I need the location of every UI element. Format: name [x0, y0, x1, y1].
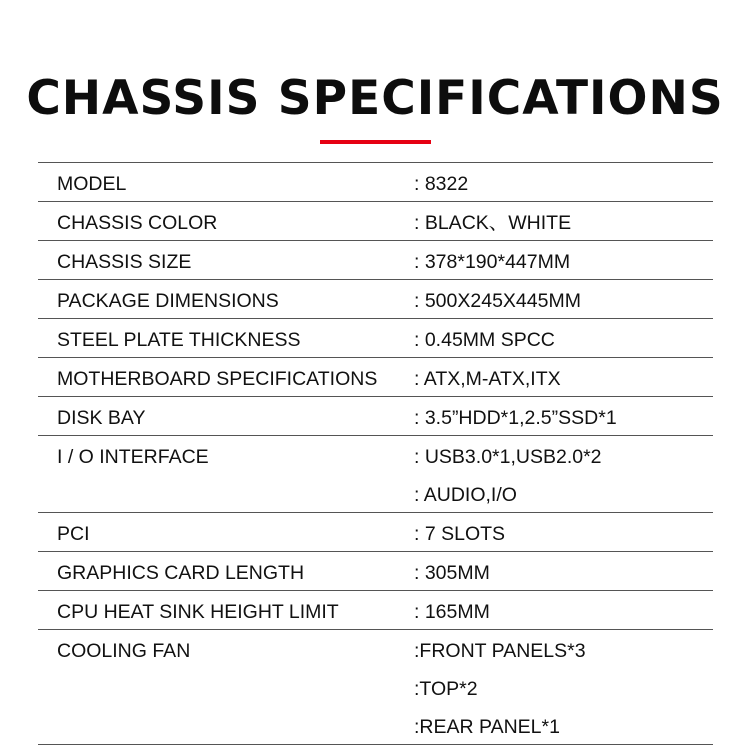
spec-row-chassis-size [38, 241, 713, 280]
spec-label: CHASSIS COLOR [57, 212, 218, 234]
spec-row-model [38, 163, 713, 202]
spec-row-cooling-fan [38, 630, 713, 745]
spec-row-io-interface [38, 436, 713, 513]
spec-row-disk-bay [38, 397, 713, 436]
spec-row-graphics-card-length [38, 552, 713, 591]
spec-value: : USB3.0*1,USB2.0*2 [414, 446, 602, 468]
spec-row-pci [38, 513, 713, 552]
spec-row-chassis-color [38, 202, 713, 241]
spec-value: : 3.5”HDD*1,2.5”SSD*1 [414, 407, 617, 429]
spec-value: : 500X245X445MM [414, 290, 581, 312]
spec-label: DISK BAY [57, 407, 146, 429]
spec-value: : BLACK、WHITE [414, 212, 572, 234]
spec-label: STEEL PLATE THICKNESS [57, 329, 301, 351]
spec-value: : 0.45MM SPCC [414, 329, 555, 351]
spec-row-steel-plate-thickness [38, 319, 713, 358]
page-title: CHASSIS SPECIFICATIONS [26, 71, 724, 126]
spec-value: : ATX,M-ATX,ITX [414, 368, 561, 390]
title-accent-bar [320, 140, 431, 144]
spec-value: : 305MM [414, 562, 490, 584]
spec-value: : 378*190*447MM [414, 251, 571, 273]
spec-value: : 7 SLOTS [414, 523, 506, 545]
spec-value: :REAR PANEL*1 [414, 716, 560, 738]
spec-label: PCI [57, 523, 90, 545]
spec-label: CHASSIS SIZE [57, 251, 192, 273]
spec-row-cpu-heat-sink [38, 591, 713, 630]
spec-table [38, 162, 713, 745]
spec-row-motherboard [38, 358, 713, 397]
spec-label: GRAPHICS CARD LENGTH [57, 562, 305, 584]
spec-row-package-dimensions [38, 280, 713, 319]
spec-value: : 8322 [414, 173, 469, 195]
spec-label: MODEL [57, 173, 127, 195]
spec-label: COOLING FAN [57, 640, 191, 662]
spec-value: :FRONT PANELS*3 [414, 640, 586, 662]
spec-label: I / O INTERFACE [57, 446, 209, 468]
spec-value: : 165MM [414, 601, 490, 623]
spec-value: : AUDIO,I/O [414, 484, 517, 506]
spec-value: :TOP*2 [414, 678, 478, 700]
spec-label: CPU HEAT SINK HEIGHT LIMIT [57, 601, 339, 623]
spec-label: PACKAGE DIMENSIONS [57, 290, 279, 312]
spec-label: MOTHERBOARD SPECIFICATIONS [57, 368, 378, 390]
